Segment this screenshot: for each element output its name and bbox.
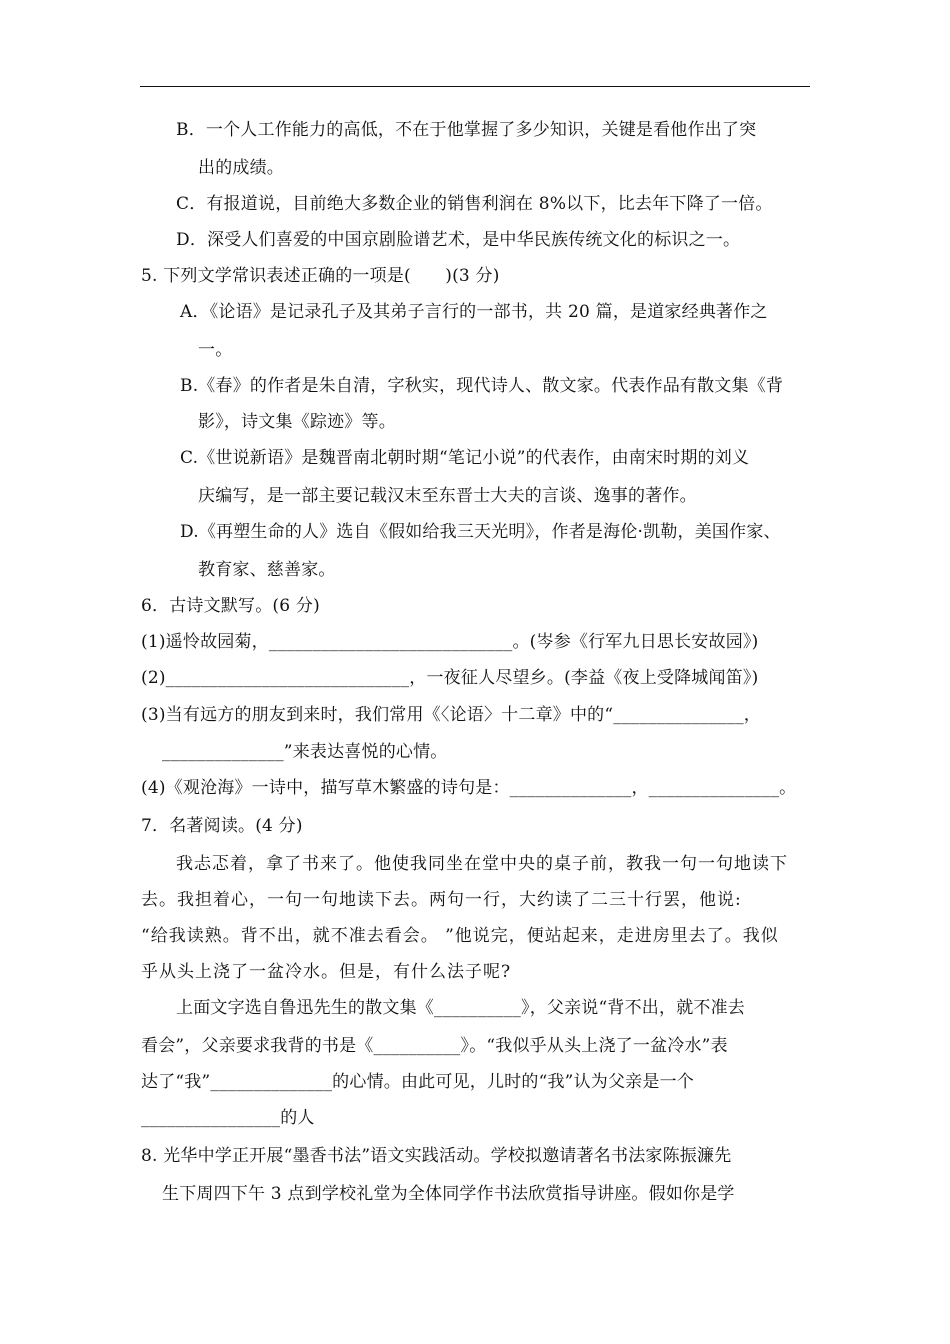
question-6-item2: (2)____________________________，一夜征人尽望乡。(李益《夜上受降城闻笛》) <box>141 668 759 688</box>
option-5b-line2: 影》，诗文集《踪迹》等。 <box>198 412 396 432</box>
question-7-stem: 7．名著阅读。(4 分) <box>141 816 303 836</box>
passage-line3: “给我读熟。背不出，就不准去看会。 ”他说完，便站起来，走进房里去了。我似 <box>141 926 779 946</box>
option-4b-line2: 出的成绩。 <box>198 158 284 178</box>
option-4c: C．有报道说，目前绝大多数企业的销售利润在 8%以下，比去年下降了一倍。 <box>176 194 773 214</box>
option-4d: D．深受人们喜爱的中国京剧脸谱艺术，是中华民族传统文化的标识之一。 <box>176 230 741 250</box>
header-rule <box>140 86 810 87</box>
passage-line4: 乎从头上浇了一盆冷水。但是，有什么法子呢? <box>141 962 512 982</box>
option-5d-line2: 教育家、慈善家。 <box>198 560 336 580</box>
question-7-body-line4: ________________的人 <box>141 1108 315 1128</box>
question-6-item4: (4)《观沧海》一诗中，描写草木繁盛的诗句是：______________，_______________。 <box>141 778 797 798</box>
question-5-stem: 5. 下列文学常识表述正确的一项是( )(3 分) <box>141 266 500 286</box>
question-7-body-line1: 上面文字选自鲁迅先生的散文集《__________》，父亲说“背不出，就不准去 <box>176 998 745 1018</box>
option-5a-line1: A．《论语》是记录孔子及其弟子言行的一部书，共 20 篇，是道家经典著作之 <box>180 302 768 322</box>
option-5d-line1: D.《再塑生命的人》选自《假如给我三天光明》，作者是海伦·凯勒，美国作家、 <box>180 522 781 542</box>
option-5a-line2: 一。 <box>198 340 233 360</box>
question-6-item3-line2: ______________”来表达喜悦的心情。 <box>162 742 448 762</box>
question-7-body-line3: 达了“我”______________的心情。由此可见，儿时的“我”认为父亲是一个 <box>141 1072 694 1092</box>
question-8-line1: 8. 光华中学正开展“墨香书法”语文实践活动。学校拟邀请著名书法家陈振濂先 <box>141 1146 732 1166</box>
option-5b-line1: B.《春》的作者是朱自清，字秋实，现代诗人、散文家。代表作品有散文集《背 <box>180 376 784 396</box>
question-7-body-line2: 看会”，父亲要求我背的书是《__________》。“我似乎从头上浇了一盆冷水”表 <box>141 1036 728 1056</box>
question-6-item1: (1)遥怜故园菊，____________________________。(岑参《行军九日思长安故园》) <box>141 632 759 652</box>
question-8-line2: 生下周四下午 3 点到学校礼堂为全体同学作书法欣赏指导讲座。假如你是学 <box>162 1184 735 1204</box>
option-4b-line1: B．一个人工作能力的高低，不在于他掌握了多少知识，关键是看他作出了突 <box>176 120 757 140</box>
option-5c-line2: 庆编写，是一部主要记载汉末至东晋士大夫的言谈、逸事的著作。 <box>198 486 697 506</box>
question-6-item3-line1: (3)当有远方的朋友到来时，我们常用《〈论语〉十二章》中的“_______________， <box>141 705 761 725</box>
passage-line2: 去。我担着心，一句一句地读下去。两句一行，大约读了二三十行罢，他说: <box>141 890 742 910</box>
question-6-stem: 6．古诗文默写。(6 分) <box>141 596 320 616</box>
passage-line1: 我忐忑着，拿了书来了。他使我同坐在堂中央的桌子前，教我一句一句地读下 <box>176 854 788 874</box>
option-5c-line1: C.《世说新语》是魏晋南北朝时期“笔记小说”的代表作，由南宋时期的刘义 <box>180 448 750 468</box>
